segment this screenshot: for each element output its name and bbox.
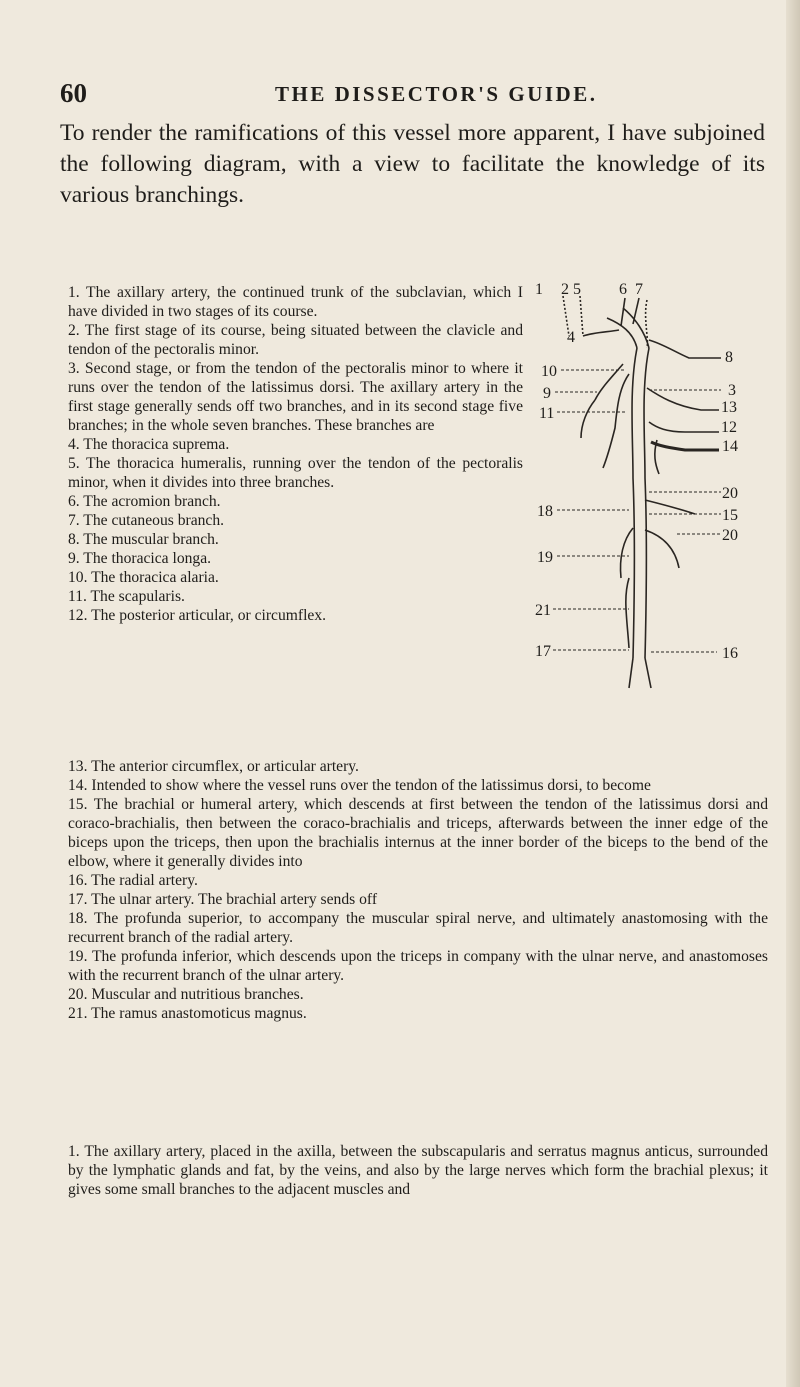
diagram-label-top: 1 xyxy=(535,281,543,298)
diagram-label-right: 16 xyxy=(722,645,738,662)
legend-item: 4. The thoracica suprema. xyxy=(68,436,230,453)
legend-item: 19. The profunda inferior, which descends upon the triceps in company with the ulnar nerve, and anastomoses with the recurrent branch of the ulnar artery. xyxy=(68,948,768,984)
diagram-label-right: 20 xyxy=(722,485,738,502)
artery-tree xyxy=(563,296,721,688)
page-number: 60 xyxy=(60,78,87,108)
intro-text: To render the ramifications of this vessel more apparent, I have subjoined the following diagram, with a view to facilitate the knowledge of its various branchings. xyxy=(60,120,765,208)
diagram-label-left: 18 xyxy=(537,503,553,520)
diagram-label-right: 13 xyxy=(721,399,737,416)
legend-item: 8. The muscular branch. xyxy=(68,531,219,548)
legend-continued xyxy=(68,757,768,1023)
diagram-label-right: 12 xyxy=(721,419,737,436)
diagram-label-top: 5 xyxy=(573,281,581,298)
diagram-label-left: 19 xyxy=(537,549,553,566)
leader-lines xyxy=(553,370,721,652)
page-edge xyxy=(786,0,800,1387)
legend-item: 12. The posterior articular, or circumflex. xyxy=(68,607,327,624)
running-title: THE DISSECTOR'S GUIDE. xyxy=(275,82,598,106)
diagram-label-right: 8 xyxy=(725,349,733,366)
legend-item: 13. The anterior circumflex, or articular artery. xyxy=(68,758,359,775)
closing-text: 1. The axillary artery, placed in the axilla, between the subscapularis and serratus magnus anticus, surrounded by the lymphatic glands and fat, by the veins, and also by the large nerves which form the brachial plexus; it gives some small branches to the adjacent muscles and xyxy=(68,1143,768,1198)
legend-item: 11. The scapularis. xyxy=(68,588,185,605)
legend-item: 16. The radial artery. xyxy=(68,872,198,889)
page-header xyxy=(60,78,760,108)
diagram-label-left: 21 xyxy=(535,602,551,619)
diagram-label-right: 14 xyxy=(722,438,738,455)
legend-item: 17. The ulnar artery. The brachial artery sends off xyxy=(68,891,378,908)
intro-paragraph xyxy=(60,118,765,211)
diagram-label-left: 4 xyxy=(567,329,575,346)
legend-item: 10. The thoracica alaria. xyxy=(68,569,219,586)
artery-diagram xyxy=(525,278,780,738)
legend-item: 7. The cutaneous branch. xyxy=(68,512,225,529)
diagram-label-right: 3 xyxy=(728,382,736,399)
legend-item: 9. The thoracica longa. xyxy=(68,550,212,567)
diagram-label-right: 20 xyxy=(722,527,738,544)
legend-item: 21. The ramus anastomoticus magnus. xyxy=(68,1005,307,1022)
closing-paragraph xyxy=(68,1142,768,1199)
diagram-label-top: 2 xyxy=(561,281,569,298)
diagram-label-top: 6 xyxy=(619,281,627,298)
legend-item: 20. Muscular and nutritious branches. xyxy=(68,986,304,1003)
diagram-label-top: 7 xyxy=(635,281,643,298)
diagram-legend xyxy=(68,283,523,625)
legend-item: 6. The acromion branch. xyxy=(68,493,221,510)
legend-item: 2. The first stage of its course, being situated between the clavicle and tendon of the pectoralis minor. xyxy=(68,322,523,358)
diagram-label-left: 10 xyxy=(541,363,557,380)
diagram-label-right: 15 xyxy=(722,507,738,524)
legend-item: 14. Intended to show where the vessel runs over the tendon of the latissimus dorsi, to become xyxy=(68,777,651,794)
diagram-label-left: 17 xyxy=(535,643,551,660)
legend-item: 1. The axillary artery, the continued trunk of the subclavian, which I have divided in two stages of its course. xyxy=(68,284,523,320)
diagram-label-left: 11 xyxy=(539,405,555,422)
legend-item: 5. The thoracica humeralis, running over the tendon of the pectoralis minor, when it divides into three branches. xyxy=(68,455,523,491)
legend-item: 15. The brachial or humeral artery, which descends at first between the tendon of the latissimus dorsi and coraco-brachialis, then between the coraco-brachialis and triceps, afterwards between the inner edge of the biceps upon the triceps, then upon the brachialis internus at the inner border of the biceps to the bend of the elbow, where it generally divides into xyxy=(68,796,768,870)
diagram-label-left: 9 xyxy=(543,385,551,402)
legend-item: 18. The profunda superior, to accompany the muscular spiral nerve, and ultimately anastomosing with the recurrent branch of the radial artery. xyxy=(68,910,768,946)
legend-item: 3. Second stage, or from the tendon of the pectoralis minor to where it runs over the tendon of the latissimus dorsi. The axillary artery in the first stage generally sends off two branches, and in its second stage five branches; in the whole seven branches. These branches are xyxy=(68,360,523,434)
